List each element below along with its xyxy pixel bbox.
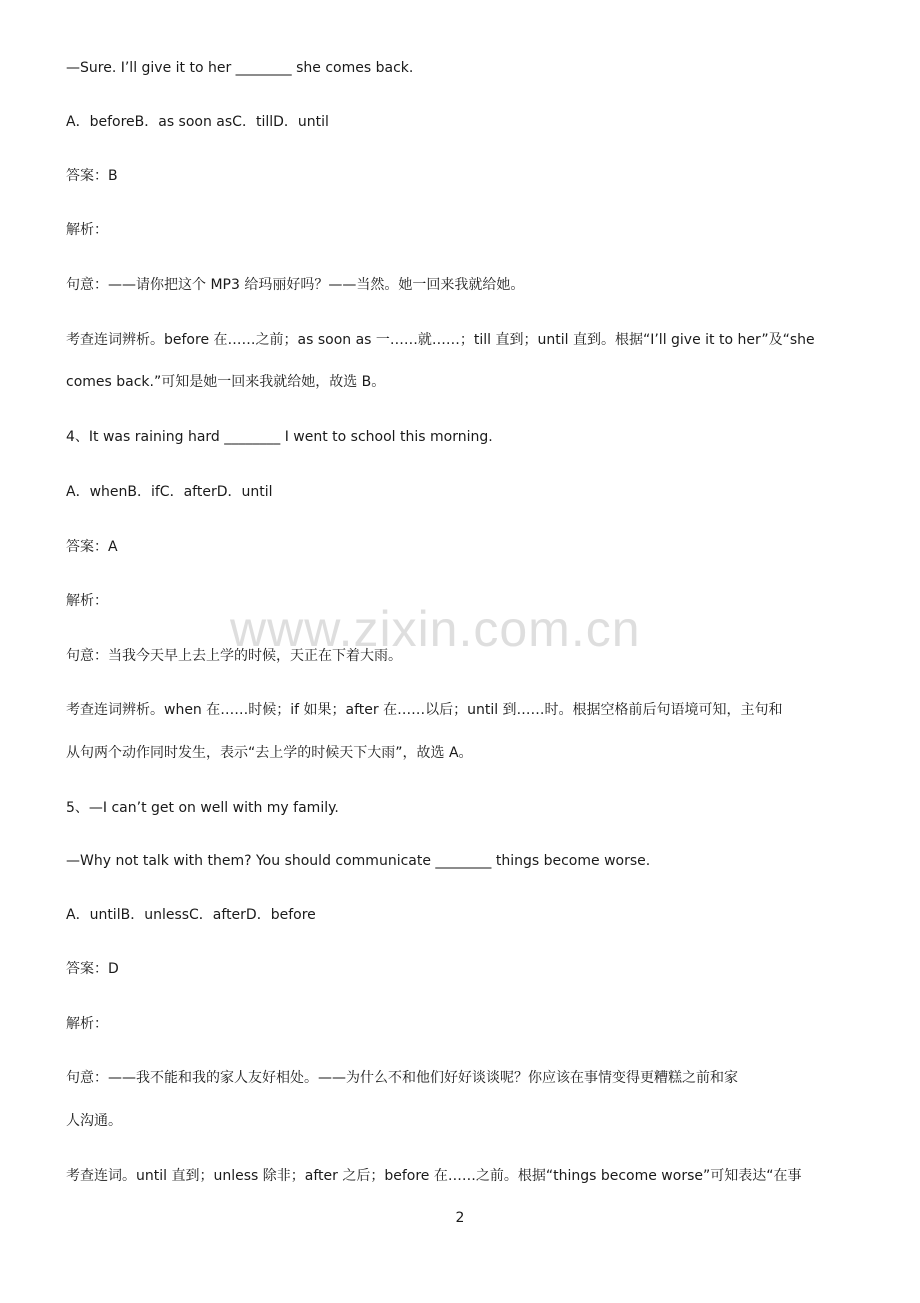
options-q4: A．whenB．ifC．afterD．until	[66, 484, 273, 500]
analysis-label-q3: 解析：	[66, 222, 108, 238]
explanation-q5-line1: 考查连词。until 直到；unless 除非；after 之后；before 在……之前。根据“things become worse”可知表达“在事	[66, 1168, 802, 1184]
meaning-q5-line1: 句意：——我不能和我的家人友好相处。——为什么不和他们好好谈谈呢？你应该在事情变得更糟糕之前和家	[66, 1070, 738, 1086]
options-q3: A．beforeB．as soon asC．tillD．until	[66, 114, 329, 130]
question-5-line2: —Why not talk with them? You should communicate ________ things become worse.	[66, 853, 651, 869]
answer-q3: 答案：B	[66, 168, 118, 184]
meaning-q4: 句意：当我今天早上去上学的时候，天正在下着大雨。	[66, 648, 402, 664]
explanation-q4-line2: 从句两个动作同时发生，表示“去上学的时候天下大雨”，故选 A。	[66, 745, 473, 761]
options-q5: A．untilB．unlessC．afterD．before	[66, 907, 316, 923]
question-4: 4、It was raining hard ________ I went to school this morning.	[66, 429, 493, 445]
analysis-label-q4: 解析：	[66, 593, 108, 609]
explanation-q3-line2: comes back.”可知是她一回来我就给她，故选 B。	[66, 374, 386, 390]
meaning-q3: 句意：——请你把这个 MP3 给玛丽好吗？——当然。她一回来我就给她。	[66, 277, 525, 293]
answer-q4: 答案：A	[66, 539, 118, 555]
dialogue-line-reply: —Sure. I’ll give it to her ________ she comes back.	[66, 60, 414, 76]
page-number: 2	[455, 1210, 465, 1226]
explanation-q4-line1: 考查连词辨析。when 在……时候；if 如果；after 在……以后；until 到……时。根据空格前后句语境可知，主句和	[66, 702, 783, 718]
meaning-q5-line2: 人沟通。	[66, 1113, 122, 1129]
explanation-q3-line1: 考查连词辨析。before 在……之前；as soon as 一……就……；till 直到；until 直到。根据“I’ll give it to her”及“she	[66, 332, 815, 348]
answer-q5: 答案：D	[66, 961, 119, 977]
analysis-label-q5: 解析：	[66, 1016, 108, 1032]
watermark: www.zixin.com.cn	[230, 601, 641, 657]
question-5-line1: 5、—I can’t get on well with my family.	[66, 800, 339, 816]
